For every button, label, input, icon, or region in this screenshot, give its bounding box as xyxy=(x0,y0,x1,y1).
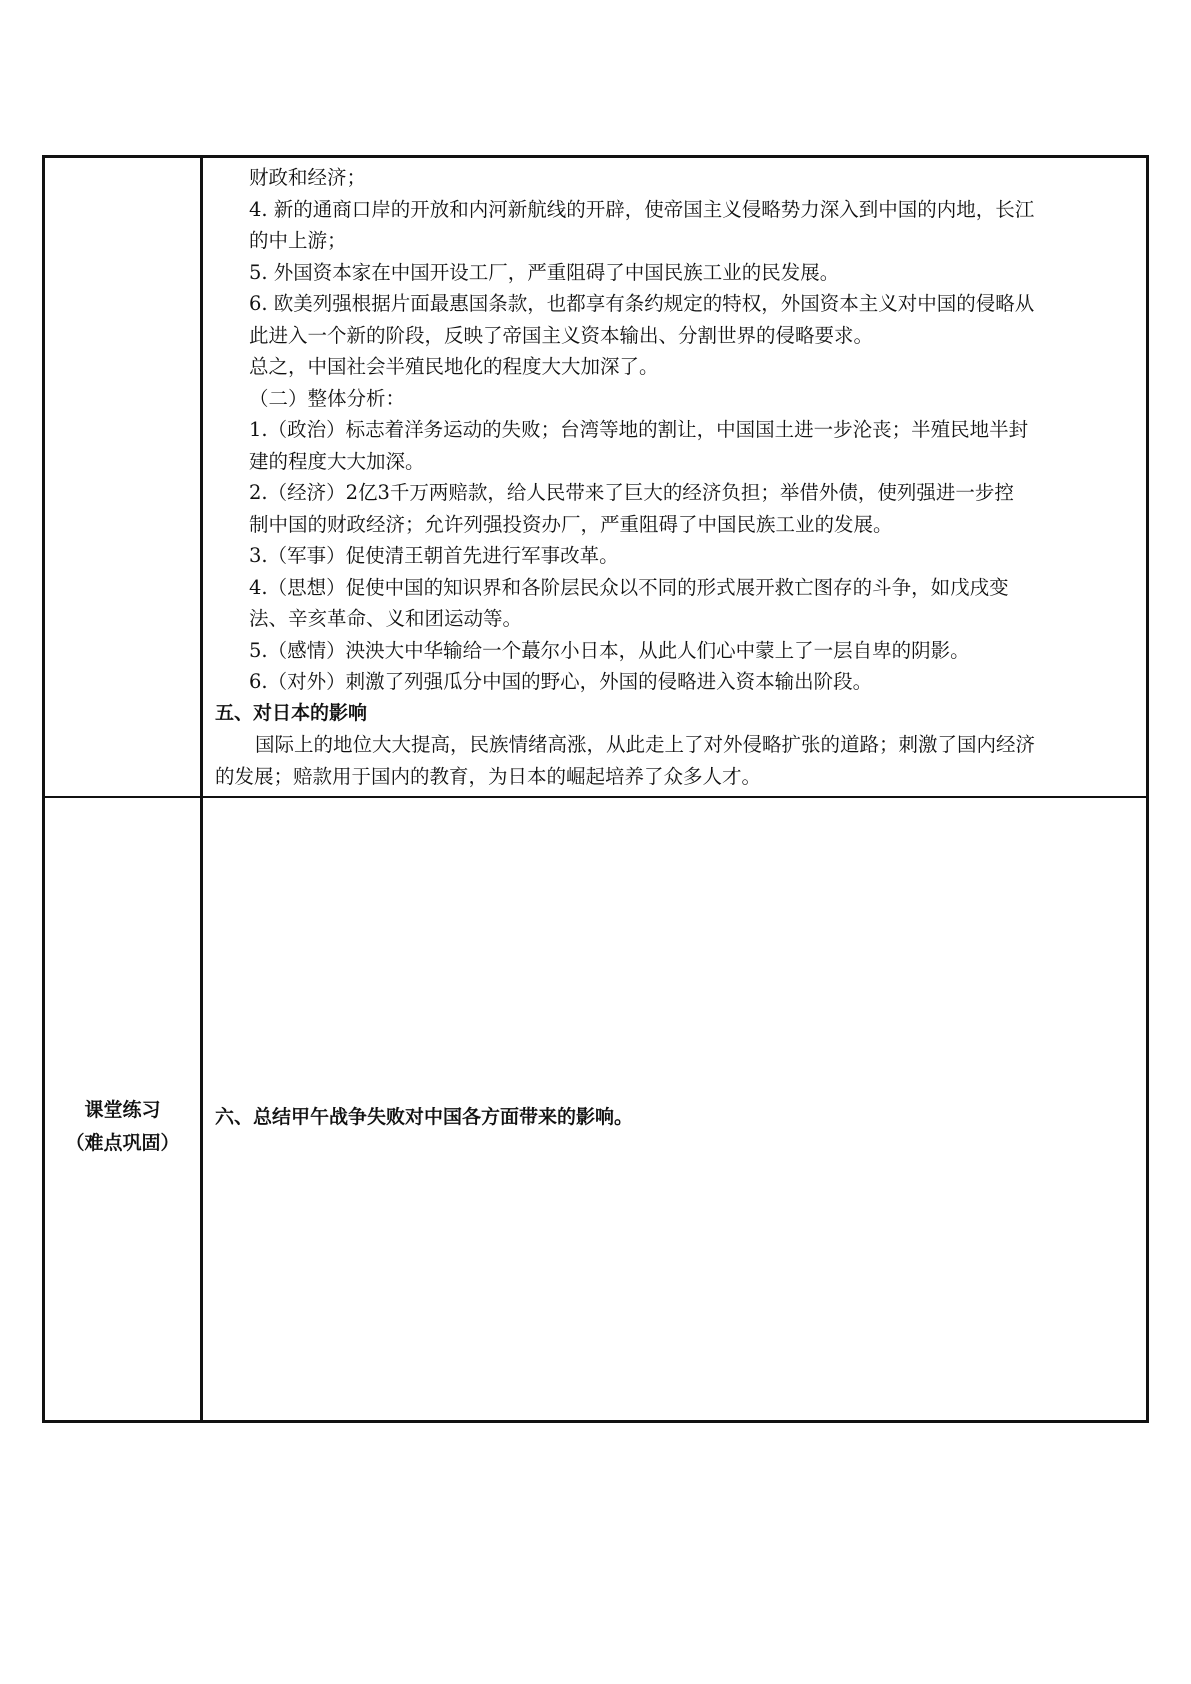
text-line: 1.（政治）标志着洋务运动的失败；台湾等地的割让，中国国土进一步沦丧；半殖民地半封 xyxy=(249,418,1029,441)
practice-label-cell xyxy=(44,797,202,1422)
text-line: 4. 新的通商口岸的开放和内河新航线的开辟，使帝国主义侵略势力深入到中国的内地，长江 xyxy=(249,197,1035,221)
empty-label-cell xyxy=(44,157,202,798)
practice-row xyxy=(44,797,1148,1422)
text-line: 3.（军事）促使清王朝首先进行军事改革。 xyxy=(249,544,619,567)
text-line: 总之，中国社会半殖民地化的程度大大加深了。 xyxy=(249,355,659,378)
text-line: 的发展；赔款用于国内的教育，为日本的崛起培养了众多人才。 xyxy=(215,764,762,788)
practice-label-line1: 课堂练习 xyxy=(84,1099,161,1121)
text-line: 4.（思想）促使中国的知识界和各阶层民众以不同的形式展开救亡图存的斗争，如戊戌变 xyxy=(249,575,1009,599)
practice-content-cell xyxy=(202,797,1148,1422)
text-line: 此进入一个新的阶段，反映了帝国主义资本输出、分割世界的侵略要求。 xyxy=(249,323,874,347)
text-line: 5. 外国资本家在中国开设工厂，严重阻碍了中国民族工业的民发展。 xyxy=(249,260,840,284)
practice-label-wrap xyxy=(45,798,200,1420)
lesson-table xyxy=(42,155,1149,1423)
text-line: 制中国的财政经济；允许列强投资办厂，严重阻碍了中国民族工业的发展。 xyxy=(249,512,893,536)
text-line: 国际上的地位大大提高，民族情绪高涨，从此走上了对外侵略扩张的道路；刺激了国内经济 xyxy=(255,733,1036,756)
practice-question: 六、总结甲午战争失败对中国各方面带来的影响。 xyxy=(215,1106,634,1128)
content-cell xyxy=(202,157,1148,798)
practice-content-wrap xyxy=(203,798,1146,1420)
subsection-title: （二）整体分析： xyxy=(249,386,406,410)
text-line: 建的程度大大加深。 xyxy=(249,449,425,473)
content-body xyxy=(203,158,1146,796)
practice-label xyxy=(45,1094,200,1160)
practice-label-line2: （难点巩固） xyxy=(65,1132,180,1154)
text-line: 财政和经济； xyxy=(249,166,367,189)
text-line: 6.（对外）刺激了列强瓜分中国的野心，外国的侵略进入资本输出阶段。 xyxy=(249,670,873,693)
text-line: 的中上游； xyxy=(249,229,347,252)
text-line: 2.（经济）2亿3千万两赔款，给人民带来了巨大的经济负担；举借外债，使列强进一步控 xyxy=(249,481,1014,504)
content-row xyxy=(44,157,1148,798)
section-heading: 五、对日本的影响 xyxy=(215,701,368,724)
text-line: 5.（感情）泱泱大中华输给一个蕞尔小日本，从此人们心中蒙上了一层自卑的阴影。 xyxy=(249,638,970,662)
text-line: 法、辛亥革命、义和团运动等。 xyxy=(249,607,523,630)
text-line: 6. 欧美列强根据片面最惠国条款，也都享有条约规定的特权，外国资本主义对中国的侵略从 xyxy=(249,292,1035,315)
